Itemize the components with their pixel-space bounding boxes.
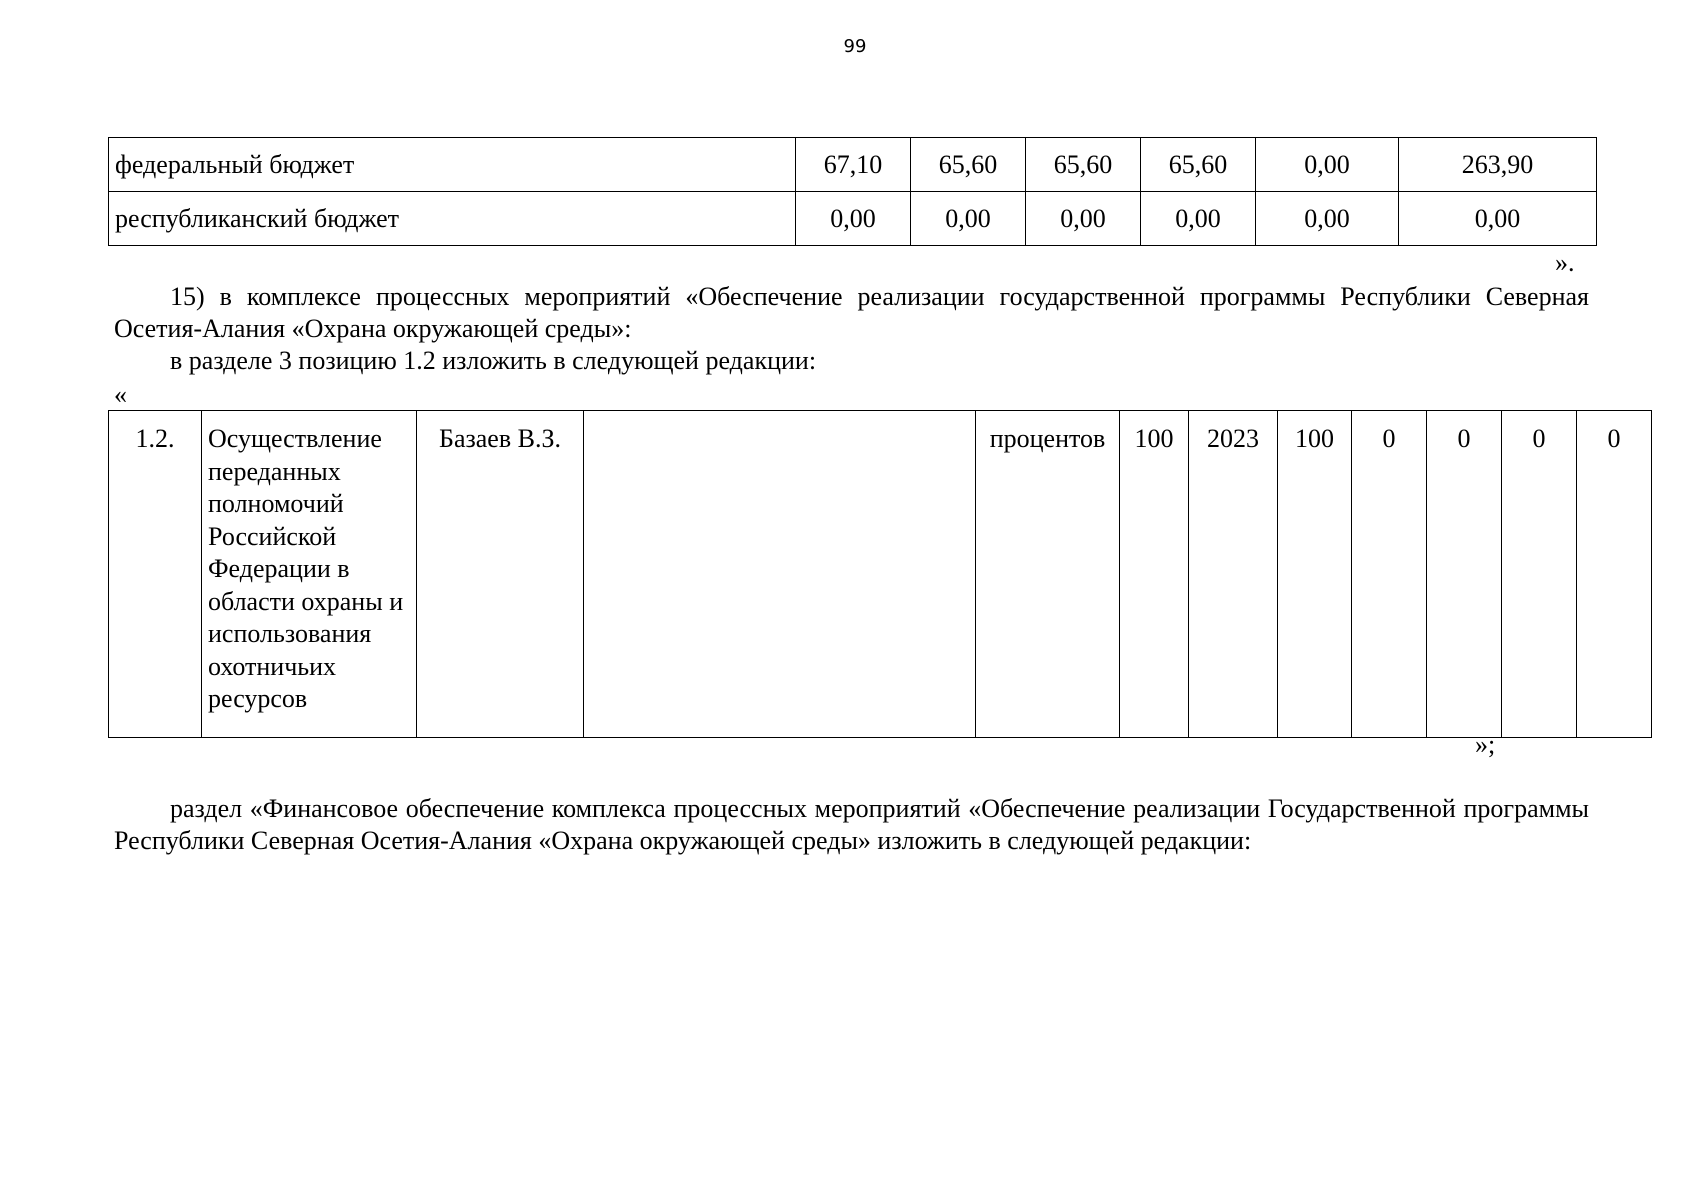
position-name: Осуществление переданных полномочий Российской Федерации в области охраны и использования охотничьих ресурсов: [202, 411, 417, 738]
table-cell: 0,00: [911, 192, 1026, 246]
paragraph-15: 15) в комплексе процессных мероприятий «Обеспечение реализации государственной программы Республики Северная Осетия-Алания «Охрана окружающей среды»:: [114, 282, 1589, 343]
base-value: 100: [1120, 411, 1189, 738]
table-row: [109, 192, 1597, 246]
finance-table: [108, 137, 1597, 246]
table-row: [109, 138, 1597, 192]
paragraph-financing-section: раздел «Финансовое обеспечение комплекса процессных мероприятий «Обеспечение реализации Государственной программы Республики Северная Осетия-Алания «Охрана окружающей среды» изложить в следующей редакции:: [114, 794, 1589, 855]
table-cell: 0: [1352, 411, 1427, 738]
table-cell: 0,00: [1256, 138, 1399, 192]
table-row: [109, 411, 1652, 738]
opening-quote: «: [114, 380, 127, 409]
table-cell: 65,60: [1141, 138, 1256, 192]
table-cell: 0,00: [1256, 192, 1399, 246]
table-cell: 67,10: [796, 138, 911, 192]
table-cell: 0,00: [1026, 192, 1141, 246]
position-responsible: Базаев В.З.: [417, 411, 584, 738]
empty-cell: [584, 411, 976, 738]
base-year: 2023: [1189, 411, 1278, 738]
row-label: федеральный бюджет: [109, 138, 796, 192]
table-cell: 0: [1577, 411, 1652, 738]
position-table: [108, 410, 1652, 738]
table-cell: 0: [1427, 411, 1502, 738]
position-number: 1.2.: [109, 411, 202, 738]
paragraph-section-3: в разделе 3 позицию 1.2 изложить в следующей редакции:: [170, 346, 817, 375]
closing-quote: ».: [1555, 248, 1575, 277]
table-cell: 65,60: [911, 138, 1026, 192]
page-number: 99: [843, 36, 867, 57]
table-cell: 263,90: [1399, 138, 1597, 192]
table-cell: 0: [1502, 411, 1577, 738]
row-label: республиканский бюджет: [109, 192, 796, 246]
table-cell: 100: [1278, 411, 1352, 738]
position-unit: процентов: [976, 411, 1120, 738]
table-cell: 65,60: [1026, 138, 1141, 192]
table-cell: 0,00: [1399, 192, 1597, 246]
table-cell: 0,00: [796, 192, 911, 246]
table-cell: 0,00: [1141, 192, 1256, 246]
closing-quote: »;: [1475, 730, 1496, 759]
